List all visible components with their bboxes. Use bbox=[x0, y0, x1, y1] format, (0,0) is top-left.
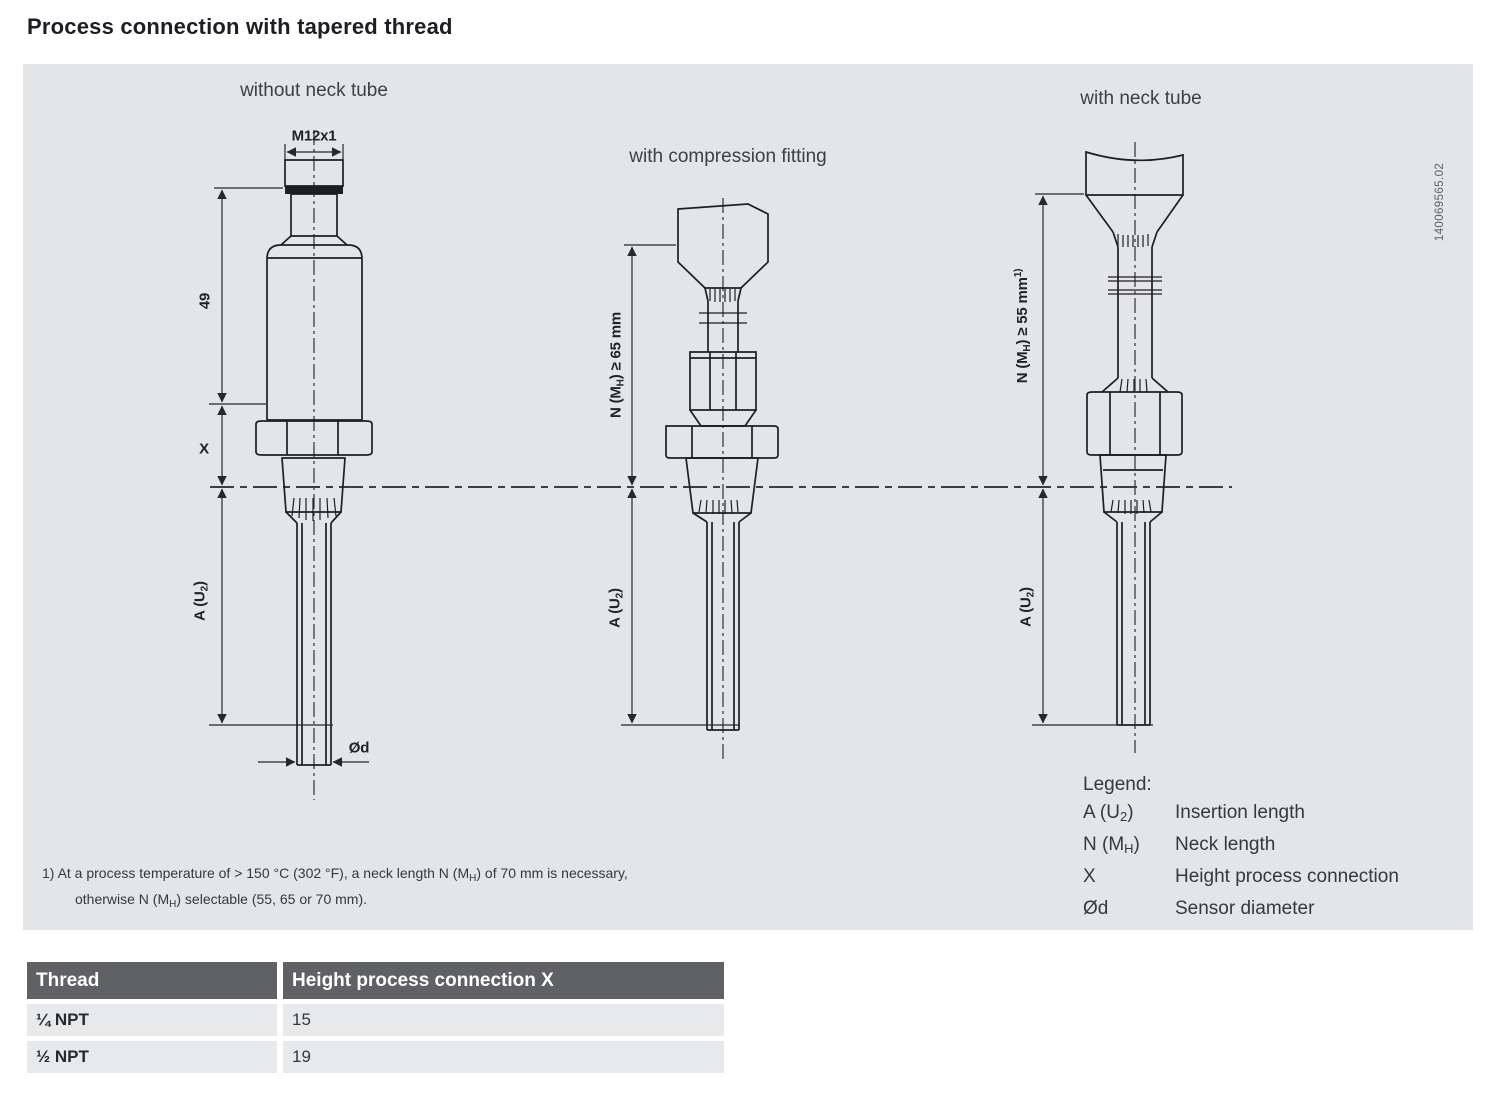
legend-sym-suffix: ) bbox=[1127, 802, 1134, 823]
page-title: Process connection with tapered thread bbox=[27, 14, 453, 39]
figure-with-compression-fitting bbox=[666, 204, 778, 730]
dimension-lines bbox=[209, 144, 1153, 762]
dim-label-a-u2-fig2 bbox=[607, 588, 626, 628]
dim-n-sub: H bbox=[1022, 344, 1033, 352]
dim-label-a-u2-fig3 bbox=[1018, 587, 1037, 627]
table-header-height-process-connection-x: Height process connection X bbox=[283, 962, 724, 999]
dim-label-neck-length-fig2 bbox=[608, 312, 627, 418]
legend-row-insertion-length bbox=[1083, 799, 1399, 831]
legend-sym-text: A (U bbox=[1083, 802, 1120, 823]
footnote-line2 bbox=[42, 889, 628, 915]
table-row-quarter-npt bbox=[27, 1004, 724, 1036]
dim-a-suffix: ) bbox=[191, 581, 209, 586]
figure2-caption: with compression fitting bbox=[629, 146, 827, 167]
drawing-number: 140069565.02 bbox=[1434, 162, 1446, 242]
legend-row-sensor-diameter bbox=[1083, 895, 1399, 927]
footnote-text: ) selectable (55, 65 or 70 mm). bbox=[176, 891, 368, 907]
dim-label-a-u2-fig1 bbox=[192, 581, 211, 621]
legend-sym-suffix: ) bbox=[1133, 834, 1140, 855]
legend-symbol bbox=[1083, 799, 1175, 831]
figure1-caption: without neck tube bbox=[240, 80, 388, 101]
legend-row-height-process-connection bbox=[1083, 863, 1399, 895]
legend-sym-text: Ød bbox=[1083, 898, 1109, 919]
table-header-row bbox=[27, 962, 724, 999]
legend-sym-text: N (M bbox=[1083, 834, 1125, 855]
dim-label-sensor-diameter: Ød bbox=[348, 739, 370, 757]
legend-description: Insertion length bbox=[1175, 802, 1305, 823]
legend-title: Legend: bbox=[1083, 774, 1152, 795]
dim-a-suffix: ) bbox=[1017, 587, 1035, 592]
dim-n-suffix: ) ≥ 55 mm bbox=[1014, 277, 1031, 345]
dim-n-prefix: N (M bbox=[1014, 351, 1031, 384]
dim-label-m12x1: M12x1 bbox=[291, 127, 337, 145]
dim-label-neck-length-fig3 bbox=[1013, 269, 1033, 384]
legend-symbol bbox=[1083, 863, 1175, 895]
dim-label-x: X bbox=[199, 440, 209, 458]
legend-sym-sub: H bbox=[1124, 841, 1134, 856]
table-cell-thread: ½ NPT bbox=[27, 1041, 277, 1073]
legend bbox=[1083, 771, 1399, 927]
legend-row-neck-length bbox=[1083, 831, 1399, 863]
footnote bbox=[42, 863, 628, 915]
dim-a-prefix: A (U bbox=[606, 598, 624, 628]
dim-n-sub: H bbox=[615, 379, 627, 387]
footnote-sub: H bbox=[469, 873, 477, 884]
legend-sym-text: X bbox=[1083, 866, 1096, 887]
table-cell-height: 15 bbox=[283, 1004, 724, 1036]
dim-a-sub: 2 bbox=[614, 592, 626, 599]
dim-n-prefix: N (M bbox=[607, 386, 625, 419]
dim-n-footnote-marker: 1) bbox=[1013, 268, 1024, 278]
dim-n-suffix: ) ≥ 65 mm bbox=[607, 311, 625, 380]
dim-a-prefix: A (U bbox=[191, 591, 209, 621]
legend-sym-sub: 2 bbox=[1119, 809, 1128, 824]
dim-label-49: 49 bbox=[196, 292, 214, 310]
table-row-half-npt bbox=[27, 1041, 724, 1073]
legend-description: Height process connection bbox=[1175, 866, 1399, 887]
dim-a-prefix: A (U bbox=[1017, 597, 1035, 627]
thread-height-table bbox=[27, 962, 724, 1078]
footnote-text: ) of 70 mm is necessary, bbox=[476, 865, 628, 881]
figure3-caption: with neck tube bbox=[1080, 88, 1202, 109]
legend-symbol bbox=[1083, 831, 1175, 863]
table-cell-height: 19 bbox=[283, 1041, 724, 1073]
table-cell-thread: ¼ NPT bbox=[27, 1004, 277, 1036]
diagram-panel bbox=[23, 64, 1473, 930]
footnote-text: 1) At a process temperature of > 150 °C (302 °F), a neck length N (M bbox=[42, 865, 470, 881]
footnote-line1 bbox=[42, 863, 628, 889]
dim-a-sub: 2 bbox=[199, 585, 211, 592]
footnote-text: otherwise N (M bbox=[75, 891, 170, 907]
legend-symbol bbox=[1083, 895, 1175, 927]
centerlines bbox=[210, 127, 1232, 800]
legend-description: Sensor diameter bbox=[1175, 898, 1315, 919]
footnote-sub: H bbox=[169, 899, 177, 910]
legend-description: Neck length bbox=[1175, 834, 1276, 855]
dim-a-suffix: ) bbox=[606, 588, 624, 593]
dim-a-sub: 2 bbox=[1025, 591, 1037, 598]
table-header-thread: Thread bbox=[27, 962, 277, 999]
